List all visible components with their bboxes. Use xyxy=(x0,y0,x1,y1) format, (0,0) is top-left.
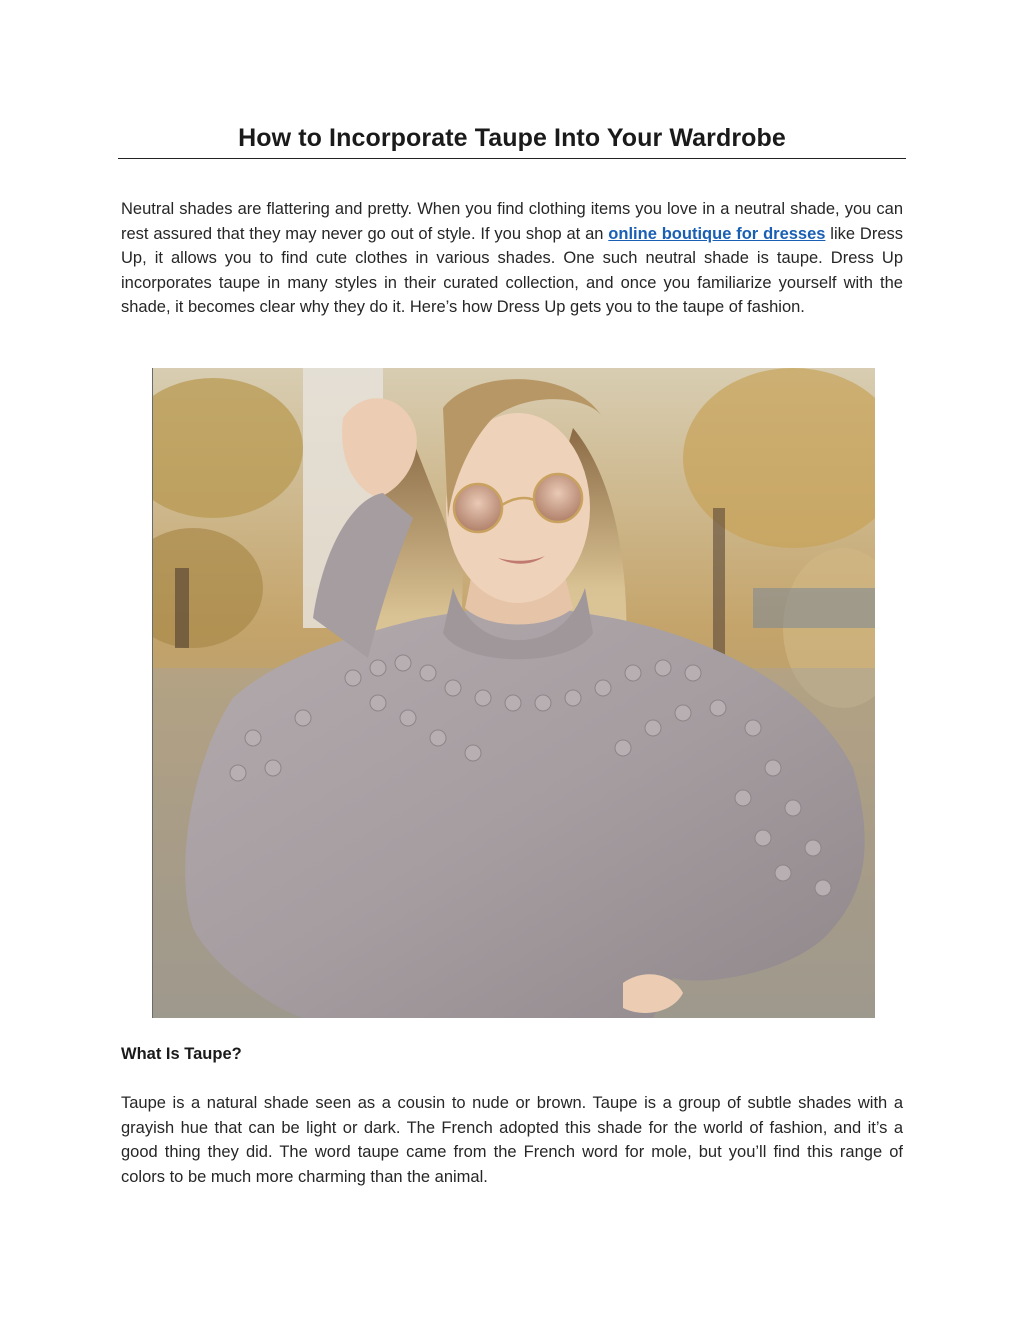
intro-paragraph xyxy=(121,197,903,320)
parked-car xyxy=(753,588,875,628)
woman-in-taupe-sweater-photo xyxy=(152,368,875,1018)
intro-text-before-link: Neutral shades are flattering and pretty. When you find clothing items you love in a neutral shade, you can rest assured that they may never go out of style. If you shop at an xyxy=(121,200,903,243)
intro-text-after-link: like Dress Up, it allows you to find cute clothes in various shades. One such neutral shade is taupe. Dress Up incorporates taupe in many styles in their curated collection, and once you familiarize yourself with the shade, it becomes clear why they do it. Here’s how Dress Up gets you to the taupe of fashion. xyxy=(121,224,903,317)
page-title: How to Incorporate Taupe Into Your Wardrobe xyxy=(238,124,786,152)
photo-illustration xyxy=(153,368,875,1018)
online-boutique-link[interactable]: online boutique for dresses xyxy=(608,224,826,243)
title-underline xyxy=(118,158,906,159)
section-heading: What Is Taupe? xyxy=(121,1045,242,1063)
section-paragraph: Taupe is a natural shade seen as a cousin to nude or brown. Taupe is a group of subtle shades with a grayish hue that can be light or dark. The French adopted this shade for the world of fashion, and it’s a good thing they did. The word taupe came from the French word for mole, but you’ll find this range of colors to be much more charming than the animal. xyxy=(121,1094,903,1186)
